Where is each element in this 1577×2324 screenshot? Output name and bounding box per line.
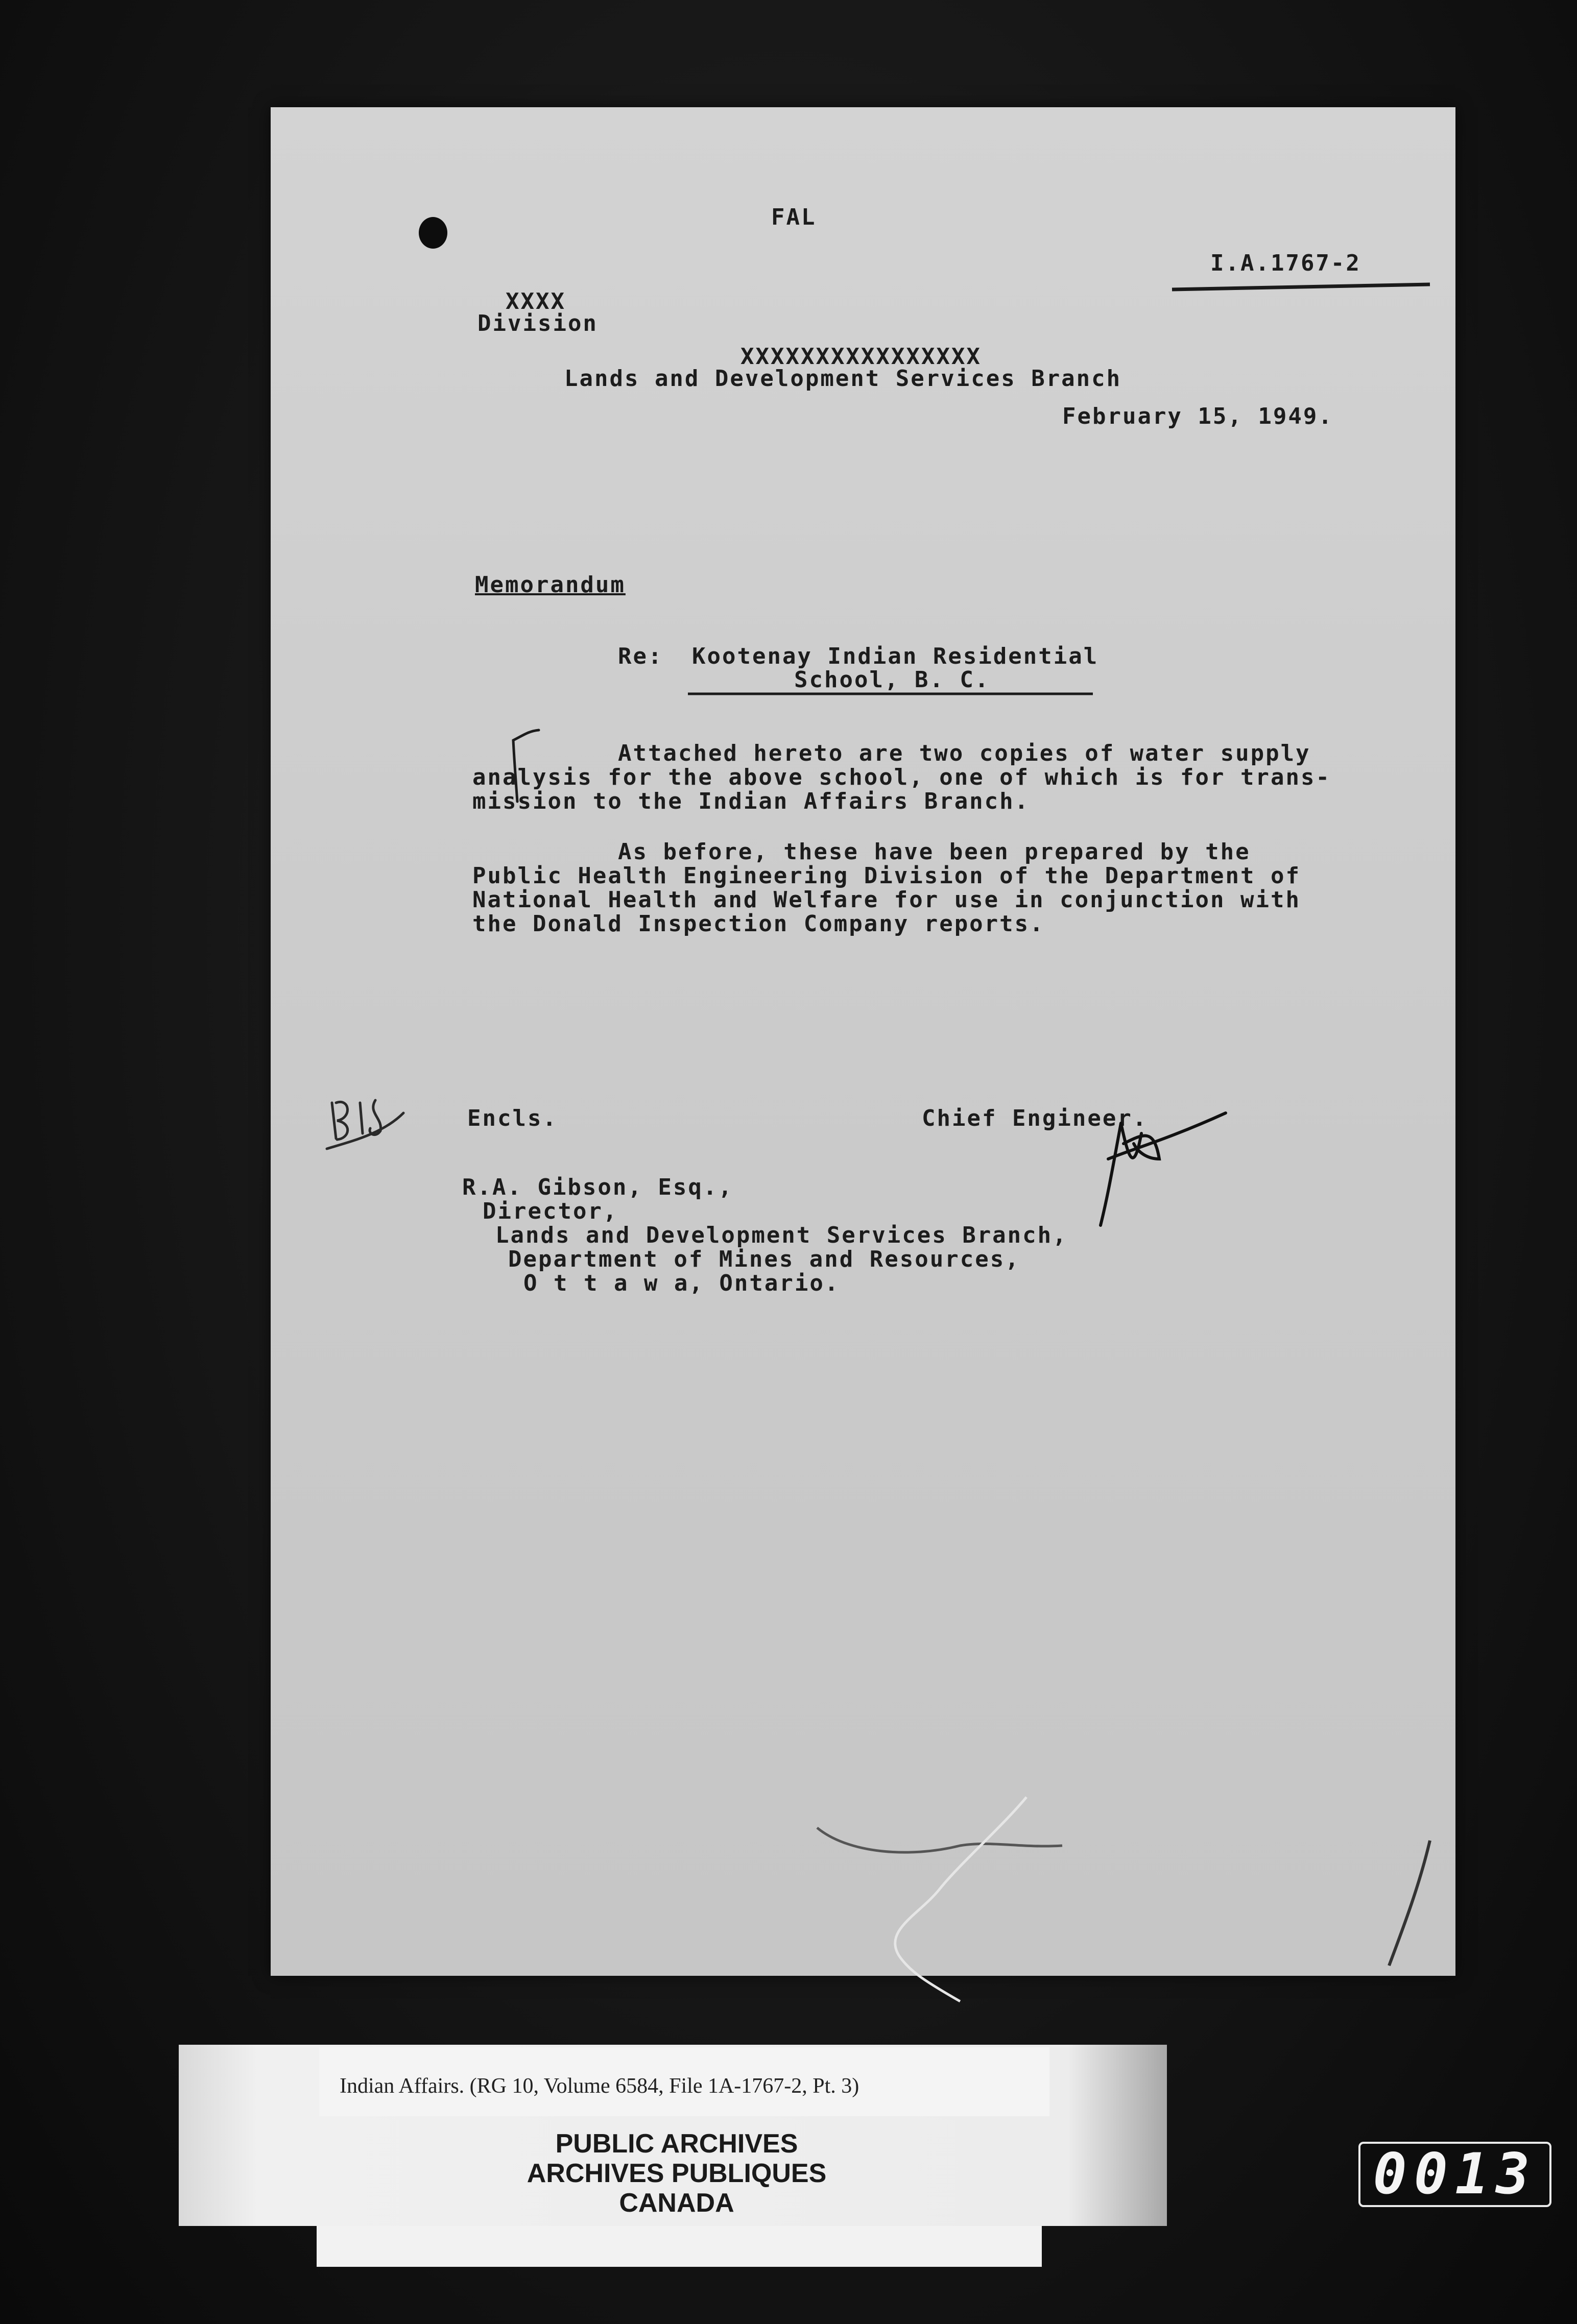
paragraph-tick-mark bbox=[503, 725, 549, 812]
subject-line-2: School, B. C. bbox=[794, 667, 990, 693]
para2-line2: Public Health Engineering Division of the Department of bbox=[472, 863, 1301, 889]
re-label: Re: bbox=[618, 643, 663, 669]
frame-number: 0013 bbox=[1358, 2142, 1551, 2207]
archives-line-2: ARCHIVES PUBLIQUES bbox=[527, 2159, 827, 2188]
file-ref-underline bbox=[1169, 278, 1435, 294]
struck-branch: XXXXXXXXXXXXXXXX bbox=[740, 344, 982, 370]
memo-heading: Memorandum bbox=[475, 572, 626, 598]
handwritten-signature bbox=[1072, 1082, 1236, 1246]
division-label: Division bbox=[477, 310, 598, 336]
archive-reference: Indian Affairs. (RG 10, Volume 6584, File 1A-1767-2, Pt. 3) bbox=[340, 2074, 859, 2098]
label-bottom-strip bbox=[317, 2226, 1042, 2267]
subject-underline bbox=[687, 689, 1095, 699]
handwritten-initials bbox=[322, 1082, 409, 1159]
signatory-title: Chief Engineer. bbox=[922, 1105, 1148, 1131]
struck-word: XXXX bbox=[506, 288, 566, 314]
para1-line1: Attached hereto are two copies of water supply bbox=[618, 740, 1311, 766]
page-edge-curl bbox=[1379, 1838, 1440, 1971]
branch-name: Lands and Development Services Branch bbox=[564, 366, 1122, 392]
file-reference: I.A.1767-2 bbox=[1210, 250, 1361, 276]
para1-line2: analysis for the above school, one of which is for trans- bbox=[472, 764, 1331, 790]
para2-line4: the Donald Inspection Company reports. bbox=[472, 911, 1045, 937]
punch-hole bbox=[419, 217, 447, 249]
address-line-3: Lands and Development Services Branch, bbox=[495, 1222, 1068, 1248]
subject-line-1: Kootenay Indian Residential bbox=[692, 643, 1099, 669]
film-scratch bbox=[807, 1787, 1072, 2012]
archives-line-1: PUBLIC ARCHIVES bbox=[555, 2129, 798, 2159]
address-line-1: R.A. Gibson, Esq., bbox=[462, 1174, 733, 1200]
enclosures: Encls. bbox=[467, 1105, 558, 1131]
address-line-4: Department of Mines and Resources, bbox=[508, 1246, 1020, 1272]
address-line-2: Director, bbox=[483, 1198, 618, 1224]
memo-date: February 15, 1949. bbox=[1062, 403, 1333, 429]
address-line-5: O t t a w a, Ontario. bbox=[523, 1270, 840, 1296]
archives-stamp bbox=[314, 2129, 1039, 2218]
archives-line-3: CANADA bbox=[619, 2188, 734, 2218]
para2-line3: National Health and Welfare for use in conjunction with bbox=[472, 887, 1301, 913]
para2-line1: As before, these have been prepared by the bbox=[618, 839, 1251, 865]
initials: FAL bbox=[771, 204, 817, 230]
para1-line3: mission to the Indian Affairs Branch. bbox=[472, 788, 1030, 814]
